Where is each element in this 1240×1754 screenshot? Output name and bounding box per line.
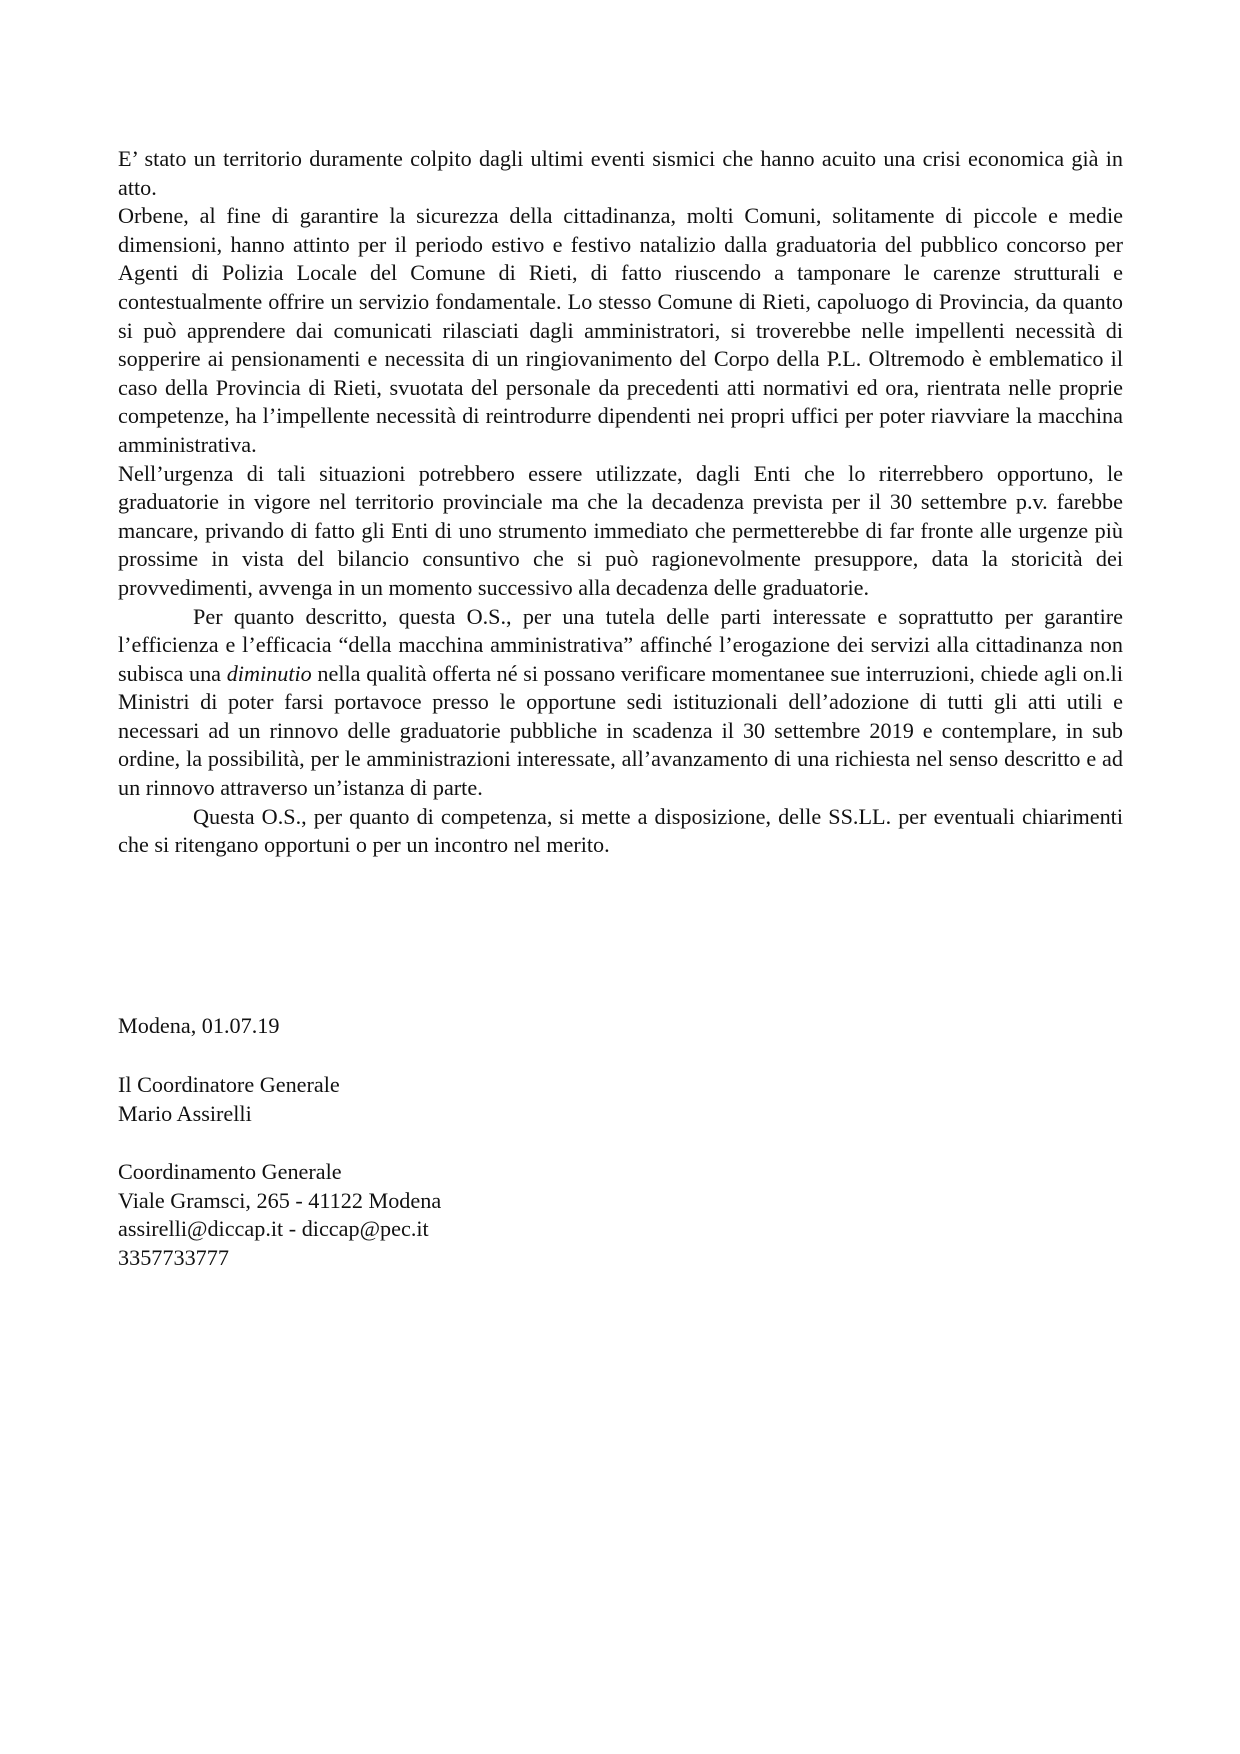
- office-address: Viale Gramsci, 265 - 41122 Modena: [118, 1187, 442, 1213]
- phone-number: 3357733777: [118, 1244, 229, 1270]
- date-line: Modena, 01.07.19: [118, 1013, 280, 1038]
- paragraph-4: [118, 603, 1123, 803]
- office-name: Coordinamento Generale: [118, 1159, 342, 1184]
- italic-term: diminutio: [226, 660, 312, 686]
- signature-block: [118, 1071, 718, 1128]
- paragraph-5: Questa O.S., per quanto di competenza, si mette a disposizione, delle SS.LL. per eventuali chiarimenti che si ritengano opportuni o per un incontro nel merito.: [118, 803, 1123, 858]
- paragraph-4-part-2: nella qualità offerta né si possano verificare momentanee sue interruzioni, chiede agli on.li Ministri di poter farsi portavoce presso le opportune sedi istituzionali dell’adozione di tutti gli atti utili e necessari ad un rinnovo delle graduatorie pubbliche in scadenza il 30 settembre 2019 e contemplare, in sub ordine, la possibilità, per le amministrazioni interessate, all’avanzamento di una richiesta nel senso descritto e ad un rinnovo attraverso un’istanza di parte.: [118, 660, 1123, 801]
- email-addresses: assirelli@diccap.it - diccap@pec.it: [118, 1216, 429, 1242]
- paragraph-4-part-1: Per quanto descritto, questa O.S., per una tutela delle parti interessate e soprattutto per garantire l’efficienza e l’efficacia “della macchina amministrativa” affinché l’erogazione dei servizi alla cittadinanza non subisca una: [118, 603, 1123, 686]
- paragraph-1: E’ stato un territorio duramente colpito dagli ultimi eventi sismici che hanno acuito una crisi economica già in atto.: [118, 146, 1123, 200]
- contact-block: [118, 1158, 718, 1272]
- signatory-name: Mario Assirelli: [118, 1100, 252, 1126]
- letter-body: [118, 145, 1123, 860]
- paragraph-2: Orbene, al fine di garantire la sicurezza della cittadinanza, molti Comuni, solitamente di piccole e medie dimensioni, hanno attinto per il periodo estivo e festivo natalizio dalla graduatoria del pubblico concorso per Agenti di Polizia Locale del Comune di Rieti, di fatto riuscendo a tamponare le carenze strutturali e contestualmente offrire un servizio fondamentale. Lo stesso Comune di Rieti, capoluogo di Provincia, da quanto si può apprendere dai comunicati rilasciati dagli amministratori, si troverebbe nelle impellenti necessità di sopperire ai pensionamenti e necessita di un ringiovanimento del Corpo della P.L. Oltremodo è emblematico il caso della Provincia di Rieti, svuotata del personale da precedenti atti normativi ed ora, rientrata nelle proprie competenze, ha l’impellente necessità di reintrodurre dipendenti nei propri uffici per poter riavviare la macchina amministrativa.: [118, 203, 1123, 457]
- signatory-role: Il Coordinatore Generale: [118, 1072, 340, 1097]
- paragraph-3: Nell’urgenza di tali situazioni potrebbero essere utilizzate, dagli Enti che lo riterrebbero opportuno, le graduatorie in vigore nel territorio provinciale ma che la decadenza prevista per il 30 settembre p.v. farebbe mancare, privando di fatto gli Enti di uno strumento immediato che permetterebbe di far fronte alle urgenze più prossime in vista del bilancio consuntivo che si può ragionevolmente presuppore, data la storicità dei provvedimenti, avvenga in un momento successivo alla decadenza delle graduatorie.: [118, 460, 1123, 600]
